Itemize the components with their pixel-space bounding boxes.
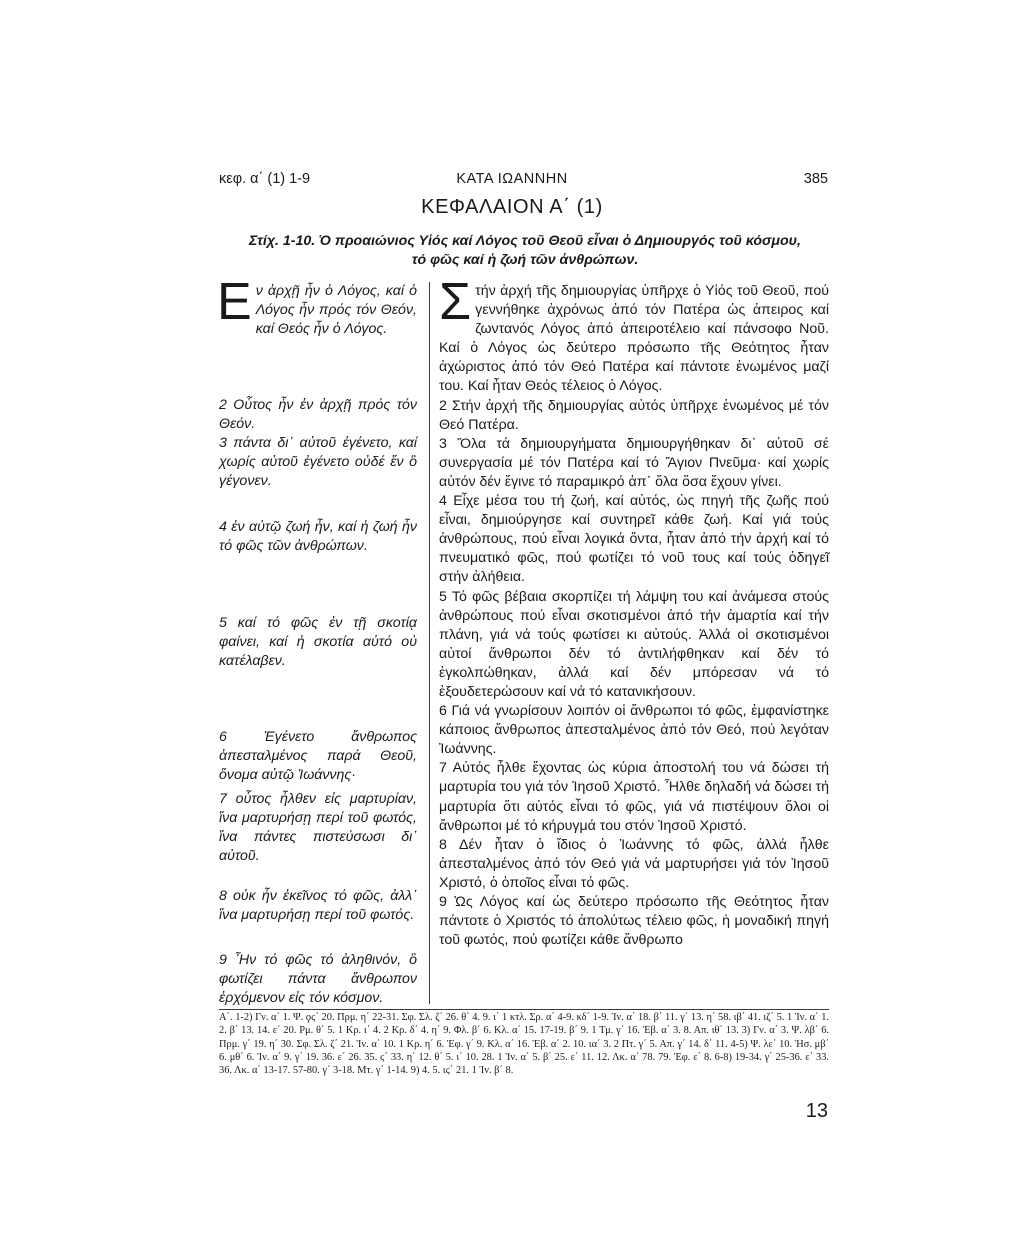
translation-column [439,273,829,950]
verse-7-translation: 7 Αὐτός ἦλθε ἔχοντας ὡς κύρια ἀποστολή του νά δώσει τή μαρτυρία του γιά τόν Ἰησοῦ Χριστό. Ἦλθε δηλαδή νά δώσει τή μαρτυρία ὅτι αὐτός εἶναι τό φῶς, γιά νά πιστέψουν ὅλοι οἱ ἄνθρωποι μέ τό κήρυγμά του στόν Ἰησοῦ Χριστό. [439,760,829,834]
verse-7-original: 7 οὗτος ἦλθεν εἰς μαρτυρίαν, ἵνα μαρτυρήσῃ περί τοῦ φωτός, ἵνα πάντες πιστεύσωσι δι᾿ αὐτοῦ. [219,791,417,865]
original-text-column [217,273,417,1008]
verse-9-original: 9 Ἦν τό φῶς τό ἀληθινόν, ὃ φωτίζει πάντα ἄνθρωπον ἐρχόμενον εἰς τόν κόσμον. [219,952,417,1007]
footnote-references: Α΄. 1-2) Γν. α΄ 1. Ψ. ϙϛ΄ 20. Πρμ. η΄ 22-31. Σφ. Σλ. ζ΄ 26. θ΄ 4. 9. ι΄ 1 κτλ. Σρ. α΄ 4-9. κδ΄ 1-9. Ἰν. α΄ 18. β΄ 11. γ΄ 13. η΄ 58. ιβ΄ 41. ιζ΄ 5. 1 Ἰν. α΄ 1. 2. β΄ 13. 14. ε΄ 20. Ρμ. θ΄ 5. 1 Κρ. ι΄ 4. 2 Κρ. δ΄ 4. η΄ 9. Φλ. β΄ 6. Κλ. α΄ 15. 17-19. β΄ 9. 1 Τμ. γ΄ 16. Ἑβ. α΄ 3. 8. Απ. ιθ΄ 13. 3) Γν. α΄ 3. Ψ. λβ΄ 6. Πρμ. γ΄ 19. η΄ 30. Σφ. Σλ. ζ΄ 21. Ἰν. α΄ 10. 1 Κρ. η΄ 6. Ἐφ. γ΄ 9. Κλ. α΄ 16. Ἑβ. α΄ 2. 10. ια΄ 3. 2 Πτ. γ΄ 5. Απ. γ΄ 14. δ΄ 11. 4-5) Ψ. λε΄ 10. Ἡσ. μβ΄ 6. μθ΄ 6. Ἰν. α΄ 9. γ΄ 19. 36. ε΄ 26. 35. ϛ΄ 33. η΄ 12. θ΄ 5. ι΄ 10. 28. 1 Ἰν. α΄ 5. β΄ 25. ε΄ 11. 12. Λκ. α΄ 78. 79. Ἐφ. ε΄ 8. 6-8) 19-34. γ΄ 25-36. ε΄ 33. 36. Λκ. α΄ 13-17. 57-80. γ΄ 3-18. Μτ. γ΄ 1-14. 9) 4. 5. ιϛ΄ 21. 1 Ἰν. β΄ 8. [219,1012,829,1077]
column-divider [429,282,430,1004]
verse-1-original [217,273,417,396]
verse-4-original: 4 ἐν αὐτῷ ζωή ἦν, καί ἡ ζωή ἦν τό φῶς τῶν ἀνθρώπων. [219,519,417,555]
chapter-title: ΚΕΦΑΛΑΙΟΝ Α΄ (1) [421,196,603,218]
page-number: 13 [805,1100,828,1122]
verse-4-translation: 4 Εἶχε μέσα του τή ζωή, καί αὐτός, ὡς πηγή τῆς ζωῆς πού εἶναι, δημιούργησε καί συντηρεῖ κάθε ζωή. Καί γιά τούς ἀνθρώπους, πού εἶναι λογικά ὄντα, ἦταν ἀπό τήν ἀρχή καί τό πνευματικό φῶς, πού φωτίζει τό νοῦ τους καί τούς ὁδηγεῖ στήν ἀλήθεια. [439,493,829,586]
running-header-left: κεφ. α΄ (1) 1-9 [219,171,311,187]
verse-2-translation: 2 Στήν ἀρχή τῆς δημιουργίας αὐτός ὑπῆρχε ἑνωμένος μέ τόν Θεό Πατέρα. [439,397,829,433]
verse-1-translation-text: τήν ἀρχή τῆς δημιουργίας ὑπῆρχε ὁ Υἱός τοῦ Θεοῦ, πού γεννήθηκε ἀχρόνως ἀπό τόν Πατέρα ὡς ἀπειρος καί ζωντανός Λόγος ἀπό ἀπειροτέλειο καί πάνσοφο Νοῦ. Καί ὁ Λόγος ὡς δεύτερο πρόσωπο τῆς Θεότητος ἦταν ἀχώριστος ἀπό τόν Θεό Πατέρα καί πάντοτε ἑνωμένος μαζί του. Καί ἦταν Θεός τέλειος ὁ Λόγος. [439,283,829,395]
verse-6-original: 6 Ἐγένετο ἄνθρωπος ἀπεσταλμένος παρά Θεοῦ, ὄνομα αὐτῷ Ἰωάννης· [219,729,417,784]
drop-cap: Σ [439,273,472,331]
section-subtitle [225,232,825,270]
verse-1-translation [439,273,829,397]
subtitle-line-2: τό φῶς καί ἡ ζωή τῶν ἀνθρώπων. [411,252,639,268]
running-header-title: ΚΑΤΑ ΙΩΑΝΝΗΝ [456,171,568,187]
footnote-rule [219,1009,829,1010]
verse-6-translation: 6 Γιά νά γνωρίσουν λοιπόν οἱ ἄνθρωποι τό φῶς, ἐμφανίστηκε κάποιος ἄνθρωπος ἀπεσταλμένος ἀπό τόν Θεό, πού λεγόταν Ἰωάννης. [439,703,829,758]
verse-9-translation: 9 Ὡς Λόγος καί ὡς δεύτερο πρόσωπο τῆς Θεότητος ἦταν πάντοτε ὁ Χριστός τό ἀπολύτως τέλειο φῶς, ἡ μοναδική πηγή τοῦ φωτός, πού φωτίζει κάθε ἄνθρωπο [439,894,829,949]
verse-3-translation: 3 Ὅλα τά δημιουργήματα δημιουργήθηκαν δι᾿ αὐτοῦ σέ συνεργασία μέ τόν Πατέρα καί τό Ἅγιον Πνεῦμα· καί χωρίς αὐτόν δέν ἔγινε τό παραμικρό ἀπ᾿ ὅλα ὅσα ἔχουν γίνει. [439,435,829,490]
running-header-page: 385 [803,171,828,187]
drop-cap: Ε [217,273,252,331]
footnotes [219,1011,829,1077]
verse-2-original: 2 Οὗτος ἦν ἐν ἀρχῇ πρός τόν Θεόν. [219,397,417,433]
verse-5-translation: 5 Τό φῶς βέβαια σκορπίζει τή λάμψη του καί ἀνάμεσα στούς ἀνθρώπους πού εἶναι σκοτισμένοι ἀπό τήν ἁμαρτία καί τήν πλάνη, γιά νά τούς φωτίσει κι αὐτούς. Ἀλλά οἱ σκοτισμένοι αὐτοί ἄνθρωποι δέν τό ἀντιλήφθηκαν καί δέν τό ἐγκολπώθηκαν, ἀλλά καί δέν μπόρεσαν νά τό ἐξουδετερώσουν καί νά τό κατανικήσουν. [439,588,829,700]
verse-1-original-text: ν ἀρχῇ ἦν ὁ Λόγος, καί ὁ Λόγος ἦν πρός τόν Θεόν, καί Θεός ἦν ὁ Λόγος. [255,283,417,338]
verse-8-original: 8 οὐκ ἦν ἐκεῖνος τό φῶς, ἀλλ᾿ ἵνα μαρτυρήσῃ περί τοῦ φωτός. [219,888,417,924]
verse-8-translation: 8 Δέν ἦταν ὁ ἴδιος ὁ Ἰωάννης τό φῶς, ἀλλά ἦλθε ἀπεσταλμένος ἀπό τόν Θεό γιά νά μαρτυρήσει γιά τόν Ἰησοῦ Χριστό, ὁ ὁποῖος εἶναι τό φῶς. [439,836,829,891]
verse-3-original: 3 πάντα δι᾿ αὐτοῦ ἐγένετο, καί χωρίς αὐτοῦ ἐγένετο οὐδέ ἕν ὃ γέγονεν. [219,435,417,490]
verse-5-original: 5 καί τό φῶς ἐν τῇ σκοτίᾳ φαίνει, καί ἡ σκοτία αὐτό οὐ κατέλαβεν. [219,615,417,670]
subtitle-line-1: Στίχ. 1-10. Ὁ προαιώνιος Υἱός καί Λόγος τοῦ Θεοῦ εἶναι ὁ Δημιουργός τοῦ κόσμου, [249,233,801,249]
